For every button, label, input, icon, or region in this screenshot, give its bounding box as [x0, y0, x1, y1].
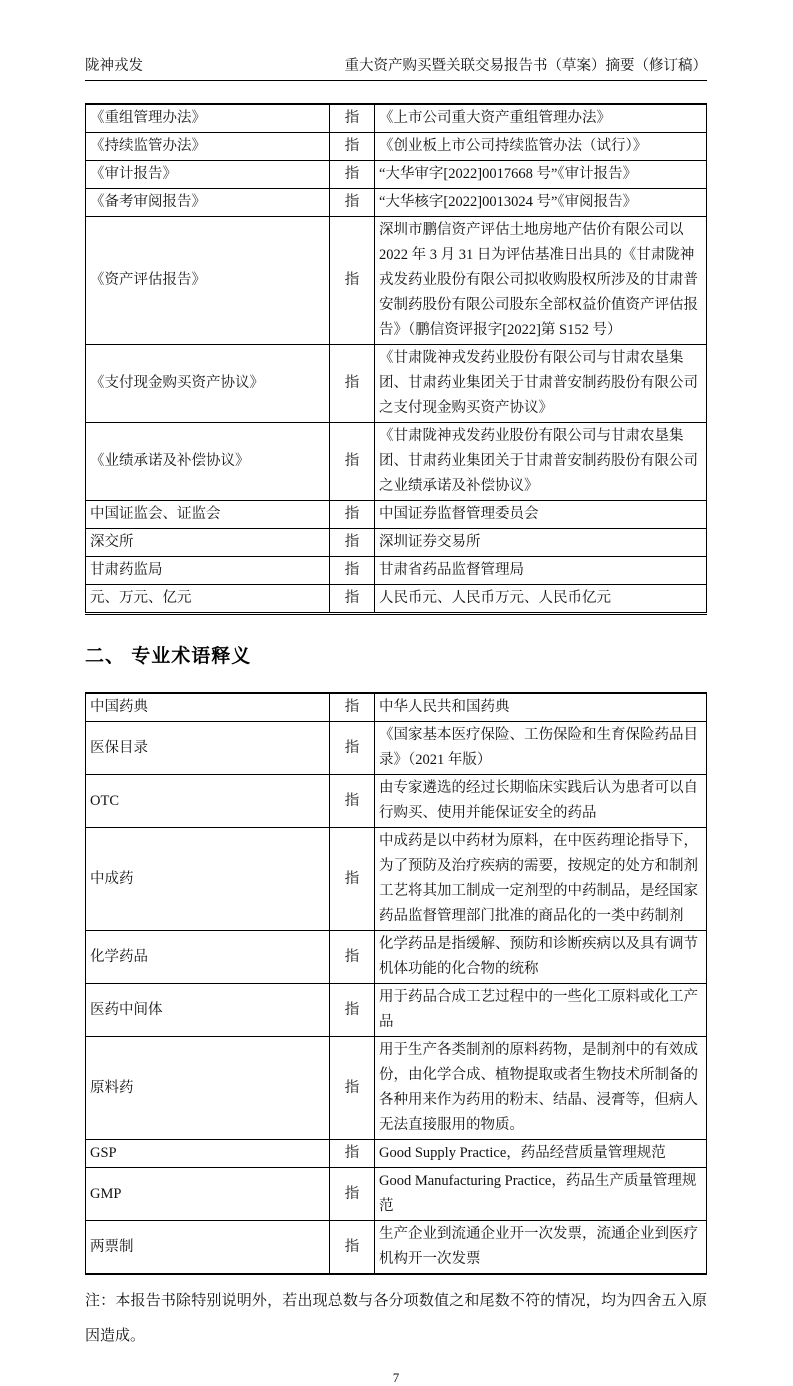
definition-cell: 中国证券监督管理委员会 [375, 501, 707, 529]
term-cell: 《支付现金购买资产协议》 [86, 345, 330, 423]
definition-cell: 深圳市鹏信资产评估土地房地产估价有限公司以 2022 年 3 月 31 日为评估基准日出具的《甘肃陇神戎发药业股份有限公司拟收购股权所涉及的甘肃普安制药股份有限公司股东全部权益价值资产评估报告》（鹏信资评报字[2022]第 S152 号） [375, 217, 707, 345]
definition-cell: 《国家基本医疗保险、工伤保险和生育保险药品目录》（2021 年版） [375, 722, 707, 775]
term-cell: GMP [86, 1168, 330, 1221]
table-row [86, 1168, 707, 1221]
indicator-cell: 指 [330, 984, 375, 1037]
definition-cell: 《甘肃陇神戎发药业股份有限公司与甘肃农垦集团、甘肃药业集团关于甘肃普安制药股份有限公司之支付现金购买资产协议》 [375, 345, 707, 423]
term-cell: 《资产评估报告》 [86, 217, 330, 345]
definition-cell: 中成药是以中药材为原料，在中医药理论指导下，为了预防及治疗疾病的需要，按规定的处方和制剂工艺将其加工制成一定剂型的中药制品，是经国家药品监督管理部门批准的商品化的一类中药制剂 [375, 828, 707, 931]
definition-cell: “大华审字[2022]0017668 号”《审计报告》 [375, 161, 707, 189]
definition-cell: 中华人民共和国药典 [375, 693, 707, 722]
indicator-cell: 指 [330, 104, 375, 133]
table-row [86, 345, 707, 423]
header-company-name: 陇神戎发 [85, 58, 143, 74]
definition-cell: 《创业板上市公司持续监管办法（试行）》 [375, 133, 707, 161]
definition-cell: 生产企业到流通企业开一次发票，流通企业到医疗机构开一次发票 [375, 1221, 707, 1275]
table-row [86, 501, 707, 529]
table-row [86, 104, 707, 133]
definition-cell: 《甘肃陇神戎发药业股份有限公司与甘肃农垦集团、甘肃药业集团关于甘肃普安制药股份有限公司之业绩承诺及补偿协议》 [375, 423, 707, 501]
table-row [86, 161, 707, 189]
table-row [86, 423, 707, 501]
term-cell: 中国证监会、证监会 [86, 501, 330, 529]
indicator-cell: 指 [330, 501, 375, 529]
footnote: 注：本报告书除特别说明外，若出现总数与各分项数值之和尾数不符的情况，均为四舍五入原因造成。 [85, 1293, 707, 1344]
term-cell: 两票制 [86, 1221, 330, 1275]
term-cell: 化学药品 [86, 931, 330, 984]
term-cell: GSP [86, 1140, 330, 1168]
definition-cell: 由专家遴选的经过长期临床实践后认为患者可以自行购买、使用并能保证安全的药品 [375, 775, 707, 828]
definition-cell: 深圳证券交易所 [375, 529, 707, 557]
page-content [85, 54, 707, 1386]
indicator-cell: 指 [330, 161, 375, 189]
definitions-table-general [85, 103, 707, 615]
indicator-cell: 指 [330, 775, 375, 828]
term-cell: 《备考审阅报告》 [86, 189, 330, 217]
term-cell: 元、万元、亿元 [86, 585, 330, 614]
term-cell: 《审计报告》 [86, 161, 330, 189]
term-cell: 《重组管理办法》 [86, 104, 330, 133]
table-row [86, 775, 707, 828]
table-row [86, 722, 707, 775]
table-row [86, 931, 707, 984]
indicator-cell: 指 [330, 1037, 375, 1140]
header-document-title: 重大资产购买暨关联交易报告书（草案）摘要（修订稿） [344, 58, 707, 74]
indicator-cell: 指 [330, 931, 375, 984]
indicator-cell: 指 [330, 722, 375, 775]
term-cell: 中国药典 [86, 693, 330, 722]
definitions-table-terms [85, 692, 707, 1275]
table-row [86, 1140, 707, 1168]
indicator-cell: 指 [330, 529, 375, 557]
section-title: 二、 专业术语释义 [85, 646, 252, 667]
definition-cell: Good Manufacturing Practice，药品生产质量管理规范 [375, 1168, 707, 1221]
term-cell: 中成药 [86, 828, 330, 931]
term-cell: 原料药 [86, 1037, 330, 1140]
table-row [86, 557, 707, 585]
table-row [86, 984, 707, 1037]
term-cell: OTC [86, 775, 330, 828]
table-row [86, 529, 707, 557]
table-row [86, 828, 707, 931]
term-cell: 甘肃药监局 [86, 557, 330, 585]
indicator-cell: 指 [330, 828, 375, 931]
definition-cell: “大华核字[2022]0013024 号”《审阅报告》 [375, 189, 707, 217]
indicator-cell: 指 [330, 693, 375, 722]
indicator-cell: 指 [330, 345, 375, 423]
definition-cell: Good Supply Practice，药品经营质量管理规范 [375, 1140, 707, 1168]
definition-cell: 用于药品合成工艺过程中的一些化工原料或化工产品 [375, 984, 707, 1037]
indicator-cell: 指 [330, 1221, 375, 1275]
running-header [85, 54, 707, 81]
table-row [86, 189, 707, 217]
table-row [86, 1221, 707, 1275]
indicator-cell: 指 [330, 133, 375, 161]
table-row [86, 585, 707, 614]
definition-cell: 甘肃省药品监督管理局 [375, 557, 707, 585]
definition-cell: 人民币元、人民币万元、人民币亿元 [375, 585, 707, 614]
indicator-cell: 指 [330, 423, 375, 501]
indicator-cell: 指 [330, 217, 375, 345]
term-cell: 医保目录 [86, 722, 330, 775]
term-cell: 医药中间体 [86, 984, 330, 1037]
indicator-cell: 指 [330, 557, 375, 585]
table-row [86, 693, 707, 722]
indicator-cell: 指 [330, 585, 375, 614]
term-cell: 《持续监管办法》 [86, 133, 330, 161]
indicator-cell: 指 [330, 189, 375, 217]
page-number: 7 [392, 1370, 400, 1385]
table-row [86, 1037, 707, 1140]
definition-cell: 化学药品是指缓解、预防和诊断疾病以及具有调节机体功能的化合物的统称 [375, 931, 707, 984]
indicator-cell: 指 [330, 1140, 375, 1168]
term-cell: 深交所 [86, 529, 330, 557]
table-row [86, 217, 707, 345]
indicator-cell: 指 [330, 1168, 375, 1221]
definition-cell: 用于生产各类制剂的原料药物，是制剂中的有效成份，由化学合成、植物提取或者生物技术所制备的各种用来作为药用的粉末、结晶、浸膏等，但病人无法直接服用的物质。 [375, 1037, 707, 1140]
definition-cell: 《上市公司重大资产重组管理办法》 [375, 104, 707, 133]
term-cell: 《业绩承诺及补偿协议》 [86, 423, 330, 501]
table-row [86, 133, 707, 161]
